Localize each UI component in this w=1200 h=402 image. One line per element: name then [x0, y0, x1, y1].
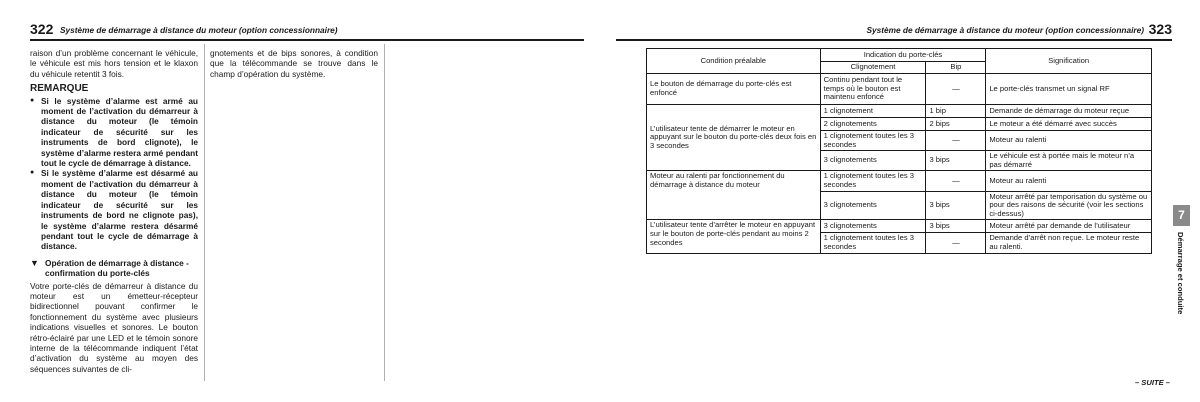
chapter-label-text: Démarrage et conduite: [1176, 232, 1185, 315]
condition-cell: Le bouton de démarrage du porte-clés est enfoncé: [647, 74, 821, 105]
signification-cell: Moteur au ralenti: [986, 131, 1152, 151]
chapter-label: [1175, 232, 1189, 332]
signification-cell: Le porte-clés transmet un signal RF: [986, 74, 1152, 105]
bip-cell: 1 bip: [926, 105, 986, 118]
right-page: [600, 0, 1200, 402]
table-row: [647, 74, 1152, 105]
bip-cell: —: [926, 131, 986, 151]
clignotement-cell: 3 clignotements: [820, 191, 926, 220]
condition-cell: L’utilisateur tente de démarrer le moteur en appuyant sur le bouton du porte-clés deux fois en 3 secondes: [647, 105, 821, 171]
table-row: [647, 220, 1152, 233]
remarque-bullet-1: ● Si le système d’alarme est armé au moment de l’activation du démarreur à distance du moteur (le témoin indicateur de sécurité sur les instruments de bord clignote), le système d’alarme restera armé pendant tout le cycle de démarrage à distance.: [30, 96, 198, 169]
signification-cell: Le véhicule est à portée mais le moteur n’a pas démarré: [986, 151, 1152, 171]
continued-marker: – SUITE –: [1134, 378, 1170, 387]
column-divider-1: [204, 44, 205, 381]
header-title-left: Système de démarrage à distance du moteur (option concessionnaire): [60, 25, 338, 35]
chapter-tab: 7: [1173, 205, 1190, 226]
header-bip: Bip: [926, 62, 986, 74]
section-body: Votre porte-clés de démarreur à distance du moteur est un émetteur-récepteur bidirectionnel pouvant confirmer le fonctionnement du système avec plusieurs indications visuelles et sonores. Le bouton rétro-éclairé par une LED et le témoin sonore interne de la télécommande indiquent l’état d’activation du système au moyen des séquences suivantes de cli-: [30, 280, 198, 374]
signification-cell: Demande d’arrêt non reçue. Le moteur reste au ralenti.: [986, 233, 1152, 253]
condition-cell: L’utilisateur tente d’arrêter le moteur en appuyant sur le bouton de porte-clés pendant au moins 2 secondes: [647, 220, 821, 253]
condition-cell: Moteur au ralenti par fonctionnement du démarrage à distance du moteur: [647, 171, 821, 220]
remarque-bullet-2: ● Si le système d’alarme est désarmé au moment de l’activation du démarreur à distance du moteur (le témoin indicateur de sécurité sur les instruments de bord ne clignote pas), le système d’alarme restera désarmé pendant tout le cycle de démarrage à distance.: [30, 168, 198, 251]
bip-cell: 3 bips: [926, 151, 986, 171]
bip-cell: 3 bips: [926, 191, 986, 220]
header-condition: Condition préalable: [647, 49, 821, 74]
clignotement-cell: 1 clignotement toutes les 3 secondes: [820, 233, 926, 253]
text-column-1: [30, 48, 198, 374]
clignotement-cell: 2 clignotements: [820, 118, 926, 131]
clignotement-cell: 3 clignotements: [820, 220, 926, 233]
header-indication: Indication du porte-clés: [820, 49, 986, 62]
section-heading: [30, 258, 198, 279]
table-row: [647, 171, 1152, 191]
clignotement-cell: Continu pendant tout le temps où le bouton est maintenu enfoncé: [820, 74, 926, 105]
right-page-header: [616, 19, 1172, 41]
signification-cell: Moteur au ralenti: [986, 171, 1152, 191]
clignotement-cell: 3 clignotements: [820, 151, 926, 171]
remarque-heading: REMARQUE: [30, 83, 89, 95]
keyfob-indication-table: [646, 48, 1152, 254]
header-clignotement: Clignotement: [820, 62, 926, 74]
bip-cell: —: [926, 233, 986, 253]
left-page-header: [30, 19, 584, 41]
signification-cell: Moteur arrêté par demande de l’utilisateur: [986, 220, 1152, 233]
section-title: Opération de démarrage à distance - confirmation du porte-clés: [45, 257, 189, 279]
bip-cell: —: [926, 171, 986, 191]
triangle-down-icon: ▼: [30, 257, 39, 268]
column-2-paragraph: gnotements et de bips sonores, à condition que la télécommande se trouve dans le champ d’opération du système.: [210, 48, 378, 79]
clignotement-cell: 1 clignotement toutes les 3 secondes: [820, 171, 926, 191]
bip-cell: 3 bips: [926, 220, 986, 233]
text-column-2: [210, 48, 378, 79]
bip-cell: 2 bips: [926, 118, 986, 131]
clignotement-cell: 1 clignotement toutes les 3 secondes: [820, 131, 926, 151]
page-number-right: 323: [1148, 21, 1172, 37]
signification-cell: Le moteur a été démarré avec succès: [986, 118, 1152, 131]
page-number-left: 322: [30, 21, 54, 37]
clignotement-cell: 1 clignotement: [820, 105, 926, 118]
header-signification: Signification: [986, 49, 1152, 74]
signification-cell: Moteur arrêté par temporisation du système ou pour des raisons de sécurité (voir les sections ci-dessus): [986, 191, 1152, 220]
table-row: [647, 105, 1152, 118]
signification-cell: Demande de démarrage du moteur reçue: [986, 105, 1152, 118]
intro-paragraph: raison d’un problème concernant le véhicule, le véhicule est mis hors tension et le klaxon du véhicule retentit 3 fois.: [30, 48, 198, 79]
column-divider-2: [384, 44, 385, 381]
header-title-right: Système de démarrage à distance du moteur (option concessionnaire): [866, 25, 1144, 35]
bip-cell: —: [926, 74, 986, 105]
